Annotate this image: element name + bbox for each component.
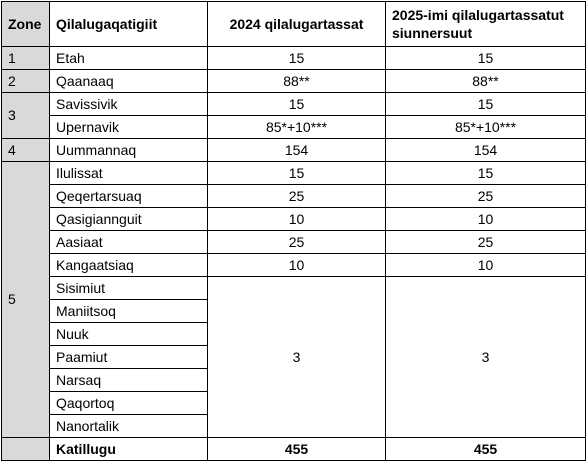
quota-2024-cell: 85*+10***	[208, 116, 386, 139]
quota-2025-cell: 15	[386, 162, 586, 185]
place-cell: Kangaatsiaq	[50, 254, 208, 277]
zone-cell: 2	[2, 70, 50, 93]
place-cell: Sisimiut	[50, 277, 208, 300]
zone-cell: 1	[2, 47, 50, 70]
table-row	[2, 254, 586, 277]
table-row	[2, 208, 586, 231]
total-zone-cell	[2, 438, 50, 461]
quota-2025-cell: 15	[386, 93, 586, 116]
place-cell: Paamiut	[50, 346, 208, 369]
quota-2025-cell: 15	[386, 47, 586, 70]
zone-cell: 4	[2, 139, 50, 162]
quota-2025-cell: 25	[386, 231, 586, 254]
quota-table	[1, 1, 586, 461]
quota-2025-cell: 154	[386, 139, 586, 162]
quota-2025-cell: 85*+10***	[386, 116, 586, 139]
header-2024: 2024 qilalugartassat	[208, 2, 386, 47]
table-row	[2, 162, 586, 185]
table-row	[2, 277, 586, 300]
place-cell: Maniitsoq	[50, 300, 208, 323]
place-cell: Savissivik	[50, 93, 208, 116]
total-row	[2, 438, 586, 461]
quota-2025-cell: 88**	[386, 70, 586, 93]
header-place: Qilalugaqatigiit	[50, 2, 208, 47]
place-cell: Qeqertarsuaq	[50, 185, 208, 208]
table-row	[2, 139, 586, 162]
table-row	[2, 231, 586, 254]
place-cell: Aasiaat	[50, 231, 208, 254]
zone-cell: 3	[2, 93, 50, 139]
quota-2025-cell: 10	[386, 254, 586, 277]
quota-2024-cell: 10	[208, 208, 386, 231]
place-cell: Qaqortoq	[50, 392, 208, 415]
header-2025: 2025-imi qilalugartassatut siunnersuut	[386, 2, 586, 47]
quota-2025-cell: 3	[386, 277, 586, 438]
table-row	[2, 116, 586, 139]
place-cell: Nuuk	[50, 323, 208, 346]
quota-2024-cell: 15	[208, 93, 386, 116]
header-zone: Zone	[2, 2, 50, 47]
quota-2024-cell: 25	[208, 185, 386, 208]
table-row	[2, 93, 586, 116]
quota-2024-cell: 25	[208, 231, 386, 254]
place-cell: Etah	[50, 47, 208, 70]
table-row	[2, 47, 586, 70]
quota-2025-cell: 25	[386, 185, 586, 208]
place-cell: Qasigiannguit	[50, 208, 208, 231]
table-row	[2, 70, 586, 93]
quota-2024-cell: 154	[208, 139, 386, 162]
quota-2024-cell: 15	[208, 162, 386, 185]
place-cell: Narsaq	[50, 369, 208, 392]
total-label: Katillugu	[50, 438, 208, 461]
place-cell: Qaanaaq	[50, 70, 208, 93]
place-cell: Upernavik	[50, 116, 208, 139]
table-row	[2, 185, 586, 208]
place-cell: Uummannaq	[50, 139, 208, 162]
quota-2024-cell: 3	[208, 277, 386, 438]
quota-2024-cell: 88**	[208, 70, 386, 93]
header-row	[2, 2, 586, 47]
total-2024: 455	[208, 438, 386, 461]
quota-2024-cell: 10	[208, 254, 386, 277]
place-cell: Nanortalik	[50, 415, 208, 438]
zone-cell: 5	[2, 162, 50, 438]
total-2025: 455	[386, 438, 586, 461]
place-cell: Ilulissat	[50, 162, 208, 185]
quota-2024-cell: 15	[208, 47, 386, 70]
quota-2025-cell: 10	[386, 208, 586, 231]
